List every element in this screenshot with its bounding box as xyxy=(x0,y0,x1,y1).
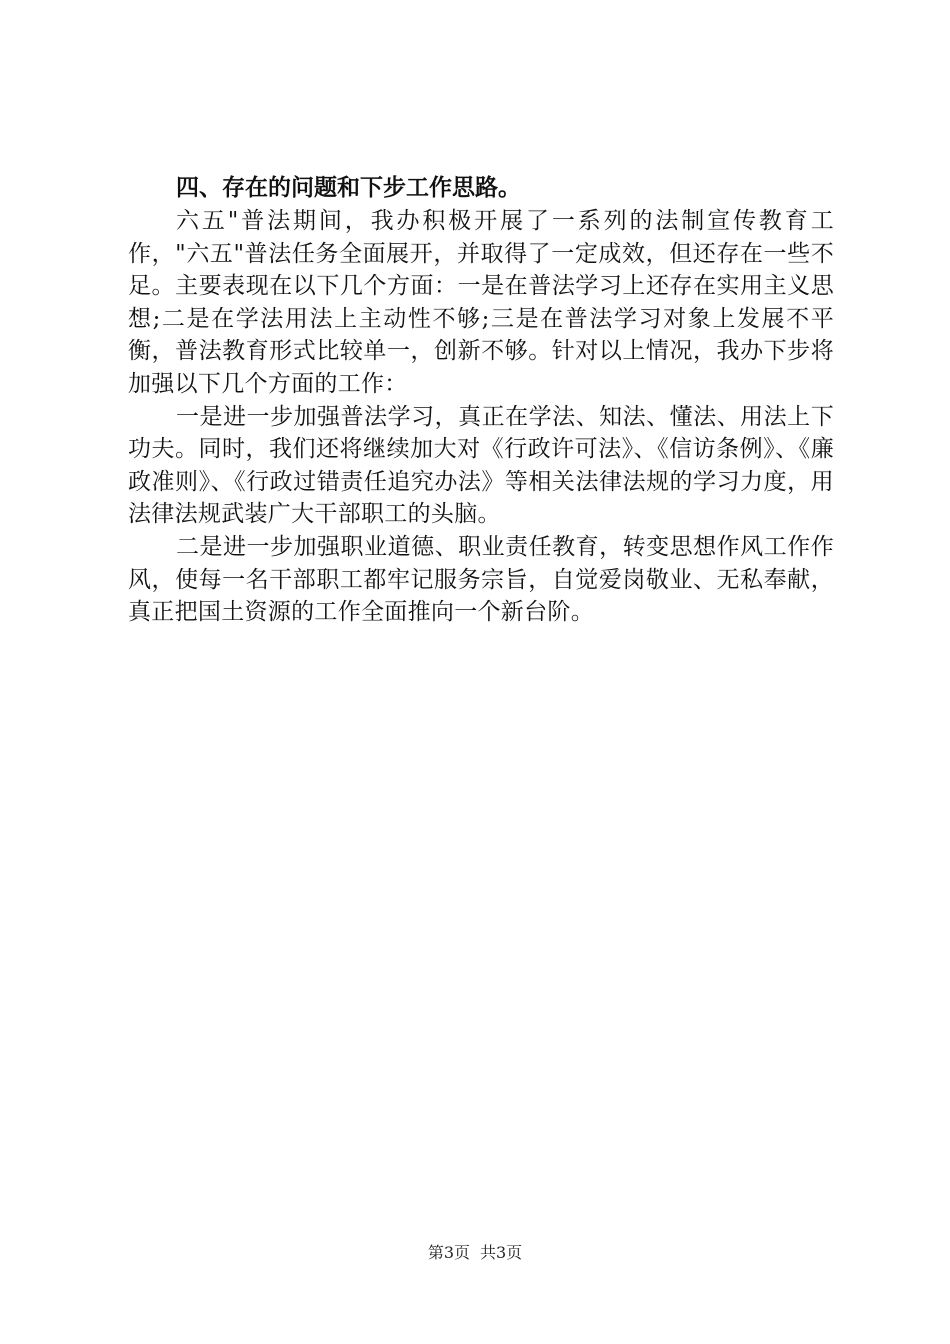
page-number-total: 共3页 xyxy=(480,1243,523,1262)
document-body xyxy=(128,172,834,629)
section-heading: 四、存在的问题和下步工作思路。 xyxy=(176,175,521,201)
paragraph-measure-two: 二是进一步加强职业道德、职业责任教育，转变思想作风工作作风，使每一名干部职工都牢记服务宗旨，自觉爱岗敬业、无私奉献，真正把国土资源的工作全面推向一个新台阶。 xyxy=(128,533,834,626)
page-number-current: 第3页 xyxy=(427,1243,470,1262)
paragraph-measure-one: 一是进一步加强普法学习，真正在学法、知法、懂法、用法上下功夫。同时，我们还将继续加大对《行政许可法》、《信访条例》、《廉政准则》、《行政过错责任追究办法》等相关法律法规的学习力度，用法律法规武装广大干部职工的头脑。 xyxy=(128,403,834,528)
paragraph-problems: 六五"普法期间，我办积极开展了一系列的法制宣传教育工作，"六五"普法任务全面展开，并取得了一定成效，但还存在一些不足。主要表现在以下几个方面：一是在普法学习上还存在实用主义思想;二是在学法用法上主动性不够;三是在普法学习对象上发展不平衡，普法教育形式比较单一，创新不够。针对以上情况，我办下步将加强以下几个方面的工作： xyxy=(128,208,834,397)
page-footer xyxy=(0,1243,950,1263)
